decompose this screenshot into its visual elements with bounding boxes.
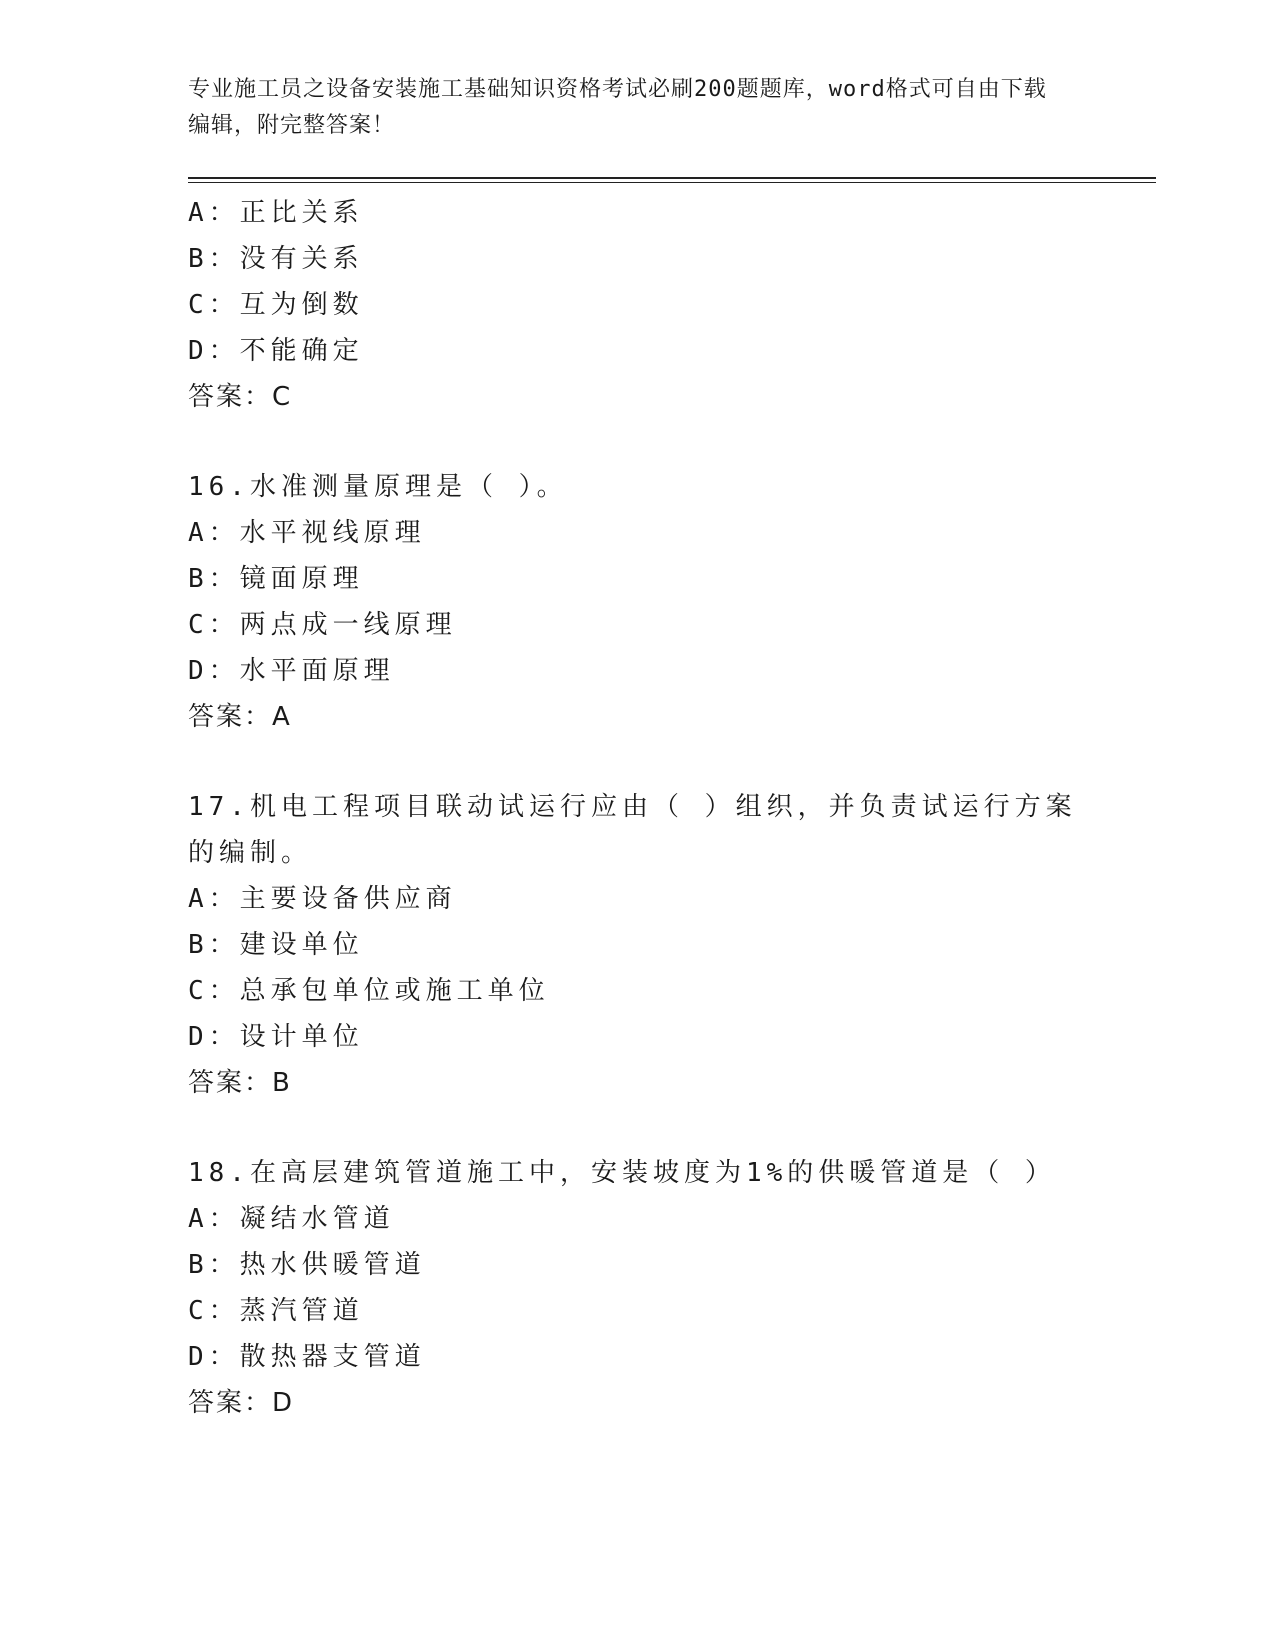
option-d: D：设计单位 bbox=[188, 1022, 364, 1052]
option-b: B：建设单位 bbox=[188, 930, 364, 960]
option-a: A：水平视线原理 bbox=[188, 518, 426, 548]
question-text: 16.水准测量原理是（ ）。 bbox=[188, 472, 568, 502]
question-16 bbox=[188, 464, 1088, 740]
answer: 答案：A bbox=[188, 702, 292, 732]
option-c: C：两点成一线原理 bbox=[188, 610, 457, 640]
header-divider-thin bbox=[188, 182, 1156, 183]
option-a: A：凝结水管道 bbox=[188, 1204, 395, 1234]
option-b: B：热水供暖管道 bbox=[188, 1250, 426, 1280]
option-d: D：水平面原理 bbox=[188, 656, 395, 686]
option-b: B：没有关系 bbox=[188, 244, 364, 274]
option-c: C：蒸汽管道 bbox=[188, 1296, 364, 1326]
question-18 bbox=[188, 1150, 1088, 1426]
answer: 答案：D bbox=[188, 1388, 295, 1418]
option-a: A：主要设备供应商 bbox=[188, 884, 457, 914]
answer: 答案：B bbox=[188, 1068, 292, 1098]
option-a: A：正比关系 bbox=[188, 198, 364, 228]
document-header: 专业施工员之设备安装施工基础知识资格考试必刷200题题库，word格式可自由下载编辑，附完整答案！ bbox=[188, 77, 1047, 138]
answer: 答案：C bbox=[188, 382, 293, 412]
option-d: D：不能确定 bbox=[188, 336, 364, 366]
previous-question bbox=[188, 190, 1088, 420]
question-text: 18.在高层建筑管道施工中，安装坡度为1%的供暖管道是（ ） bbox=[188, 1158, 1056, 1188]
option-d: D：散热器支管道 bbox=[188, 1342, 426, 1372]
option-c: C：互为倒数 bbox=[188, 290, 364, 320]
header-divider bbox=[188, 177, 1156, 179]
question-text: 17.机电工程项目联动试运行应由（ ）组织，并负责试运行方案的编制。 bbox=[188, 792, 1077, 868]
option-c: C：总承包单位或施工单位 bbox=[188, 976, 550, 1006]
question-17 bbox=[188, 784, 1088, 1106]
question-list bbox=[188, 188, 1088, 1426]
option-b: B：镜面原理 bbox=[188, 564, 364, 594]
